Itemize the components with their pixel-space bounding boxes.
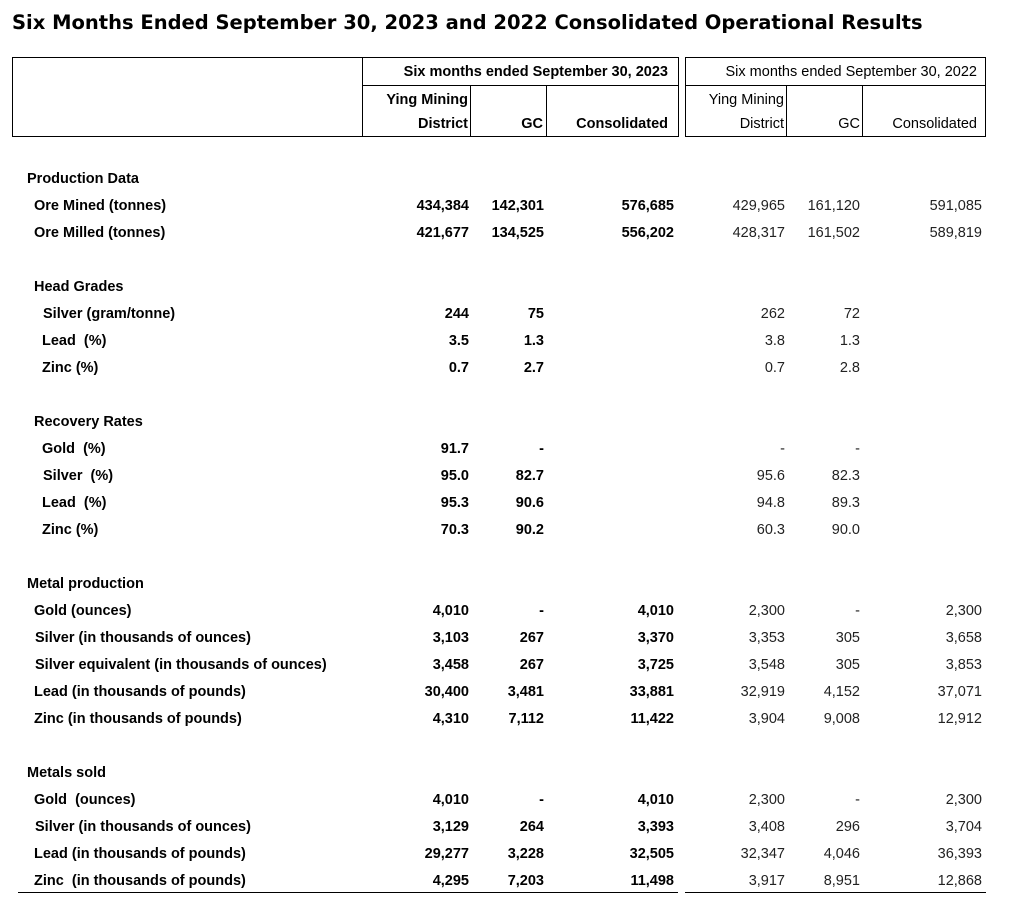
cell-2022-consolidated: 2,300 (945, 603, 982, 619)
row-label: Ore Milled (tonnes) (34, 225, 166, 241)
section-heading: Head Grades (34, 279, 124, 295)
cell-2023-ying-mining-district: 3,458 (432, 657, 469, 673)
row-label: Zinc (in thousands of pounds) (34, 873, 246, 889)
row-label: Lead (%) (42, 495, 107, 511)
cell-2023-ying-mining-district: 30,400 (424, 684, 469, 700)
row-label: Gold (ounces) (34, 792, 136, 808)
cell-2023-consolidated: 576,685 (621, 198, 674, 214)
cell-2022-ying-mining-district: 3,548 (748, 657, 785, 673)
cell-2022-gc: 4,152 (823, 684, 860, 700)
cell-2023-consolidated: 11,498 (630, 873, 674, 889)
row-label: Gold (%) (42, 441, 106, 457)
cell-2022-ying-mining-district: 3,917 (748, 873, 785, 889)
cell-2023-gc: 2.7 (523, 360, 544, 376)
row-label: Gold (ounces) (34, 603, 132, 619)
cell-2022-ying-mining-district: 3,408 (748, 819, 785, 835)
cell-2022-ying-mining-district: 3.8 (764, 333, 785, 349)
cell-2023-ying-mining-district: 3.5 (448, 333, 469, 349)
cell-2023-consolidated: 33,881 (629, 684, 674, 700)
cell-2022-consolidated: 2,300 (945, 792, 982, 808)
row-label: Silver (in thousands of ounces) (35, 630, 251, 646)
section-heading: Recovery Rates (34, 414, 143, 430)
cell-2023-gc: - (539, 441, 544, 457)
cell-2022-gc: 161,502 (807, 225, 860, 241)
cell-2022-gc: 161,120 (807, 198, 860, 214)
cell-2023-ying-mining-district: 244 (444, 306, 469, 322)
cell-2022-ying-mining-district: 3,353 (748, 630, 785, 646)
cell-2023-ying-mining-district: 29,277 (424, 846, 469, 862)
cell-2022-gc: 305 (835, 630, 860, 646)
cell-2022-gc: 1.3 (839, 333, 860, 349)
cell-2022-ying-mining-district: 0.7 (764, 360, 785, 376)
header-2022-consolidated: Consolidated (892, 116, 977, 132)
cell-2023-ying-mining-district: 95.3 (440, 495, 469, 511)
row-label: Silver (%) (43, 468, 114, 484)
cell-2022-gc: 2.8 (839, 360, 860, 376)
cell-2022-consolidated: 36,393 (937, 846, 982, 862)
section-heading: Metals sold (27, 765, 106, 781)
section-heading: Metal production (27, 576, 144, 592)
row-label: Lead (%) (42, 333, 107, 349)
cell-2022-ying-mining-district: - (780, 441, 785, 457)
cell-2023-ying-mining-district: 0.7 (448, 360, 469, 376)
cell-2022-ying-mining-district: 94.8 (756, 495, 785, 511)
cell-2023-ying-mining-district: 434,384 (416, 198, 469, 214)
cell-2023-ying-mining-district: 4,010 (432, 603, 469, 619)
cell-2023-consolidated: 3,393 (637, 819, 674, 835)
cell-2022-consolidated: 589,819 (929, 225, 982, 241)
cell-2022-gc: 90.0 (831, 522, 860, 538)
cell-2023-ying-mining-district: 95.0 (440, 468, 469, 484)
cell-2022-ying-mining-district: 32,919 (740, 684, 785, 700)
cell-2022-consolidated: 591,085 (929, 198, 982, 214)
cell-2023-gc: 267 (519, 657, 544, 673)
header-2023-consolidated: Consolidated (576, 116, 668, 132)
cell-2023-gc: 7,203 (507, 873, 544, 889)
row-label: Ore Mined (tonnes) (34, 198, 167, 214)
header-2022-gc: GC (838, 116, 860, 132)
cell-2022-consolidated: 12,912 (937, 711, 982, 727)
cell-2022-consolidated: 37,071 (937, 684, 982, 700)
bottom-rule-2023 (18, 892, 678, 893)
cell-2023-ying-mining-district: 4,010 (432, 792, 469, 808)
cell-2023-gc: - (539, 603, 544, 619)
cell-2022-ying-mining-district: 2,300 (748, 603, 785, 619)
cell-2022-gc: 82.3 (831, 468, 860, 484)
row-label: Lead (in thousands of pounds) (34, 684, 246, 700)
page-title: Six Months Ended September 30, 2023 and 2022 Consolidated Operational Results (12, 11, 923, 34)
row-label: Silver (in thousands of ounces) (35, 819, 251, 835)
cell-2023-consolidated: 11,422 (630, 711, 674, 727)
cell-2023-consolidated: 3,725 (637, 657, 674, 673)
cell-2022-consolidated: 3,658 (945, 630, 982, 646)
cell-2023-consolidated: 556,202 (621, 225, 674, 241)
header-2022-ymd-line2: District (739, 116, 784, 132)
cell-2023-ying-mining-district: 3,129 (432, 819, 469, 835)
cell-2022-gc: 296 (835, 819, 860, 835)
row-label: Zinc (%) (42, 522, 99, 538)
cell-2023-gc: - (539, 792, 544, 808)
cell-2023-gc: 75 (527, 306, 544, 322)
cell-2022-ying-mining-district: 3,904 (748, 711, 785, 727)
cell-2022-gc: 72 (843, 306, 860, 322)
cell-2023-ying-mining-district: 421,677 (416, 225, 469, 241)
cell-2023-gc: 3,481 (507, 684, 544, 700)
cell-2023-ying-mining-district: 3,103 (432, 630, 469, 646)
header-2023-gc: GC (521, 116, 543, 132)
section-heading: Production Data (27, 171, 139, 187)
cell-2022-gc: 305 (835, 657, 860, 673)
cell-2022-gc: 4,046 (823, 846, 860, 862)
row-label: Silver equivalent (in thousands of ounces) (35, 657, 327, 673)
cell-2023-consolidated: 3,370 (637, 630, 674, 646)
header-period-2022: Six months ended September 30, 2022 (725, 64, 977, 80)
header-divider-2022 (685, 85, 986, 86)
cell-2022-ying-mining-district: 2,300 (748, 792, 785, 808)
cell-2023-gc: 90.6 (515, 495, 544, 511)
cell-2023-gc: 82.7 (515, 468, 544, 484)
cell-2022-gc: 8,951 (823, 873, 860, 889)
cell-2023-gc: 267 (519, 630, 544, 646)
cell-2022-consolidated: 3,853 (945, 657, 982, 673)
cell-2023-gc: 142,301 (491, 198, 544, 214)
row-label: Zinc (%) (42, 360, 99, 376)
cell-2022-consolidated: 3,704 (945, 819, 982, 835)
cell-2023-gc: 90.2 (515, 522, 544, 538)
row-label: Zinc (in thousands of pounds) (34, 711, 242, 727)
cell-2022-gc: - (855, 441, 860, 457)
cell-2023-gc: 264 (519, 819, 544, 835)
cell-2023-gc: 1.3 (523, 333, 544, 349)
cell-2022-ying-mining-district: 428,317 (732, 225, 785, 241)
bottom-rule-2022 (685, 892, 986, 893)
cell-2022-gc: - (855, 792, 860, 808)
cell-2023-gc: 3,228 (507, 846, 544, 862)
cell-2022-gc: 9,008 (823, 711, 860, 727)
cell-2022-gc: - (855, 603, 860, 619)
cell-2023-consolidated: 4,010 (637, 792, 674, 808)
header-2023-ymd-line1: Ying Mining (386, 92, 468, 108)
cell-2023-consolidated: 4,010 (637, 603, 674, 619)
cell-2023-gc: 134,525 (491, 225, 544, 241)
cell-2022-ying-mining-district: 60.3 (756, 522, 785, 538)
cell-2022-ying-mining-district: 429,965 (732, 198, 785, 214)
cell-2023-consolidated: 32,505 (629, 846, 674, 862)
cell-2023-ying-mining-district: 70.3 (440, 522, 469, 538)
header-2023-ymd-line2: District (418, 116, 468, 132)
cell-2022-ying-mining-district: 262 (760, 306, 785, 322)
cell-2023-gc: 7,112 (508, 711, 544, 727)
row-label: Lead (in thousands of pounds) (34, 846, 246, 862)
header-period-2023: Six months ended September 30, 2023 (403, 64, 668, 80)
cell-2022-ying-mining-district: 95.6 (756, 468, 785, 484)
cell-2022-ying-mining-district: 32,347 (740, 846, 785, 862)
cell-2023-ying-mining-district: 4,310 (432, 711, 469, 727)
cell-2022-consolidated: 12,868 (937, 873, 982, 889)
header-2022-ymd-line1: Ying Mining (708, 92, 784, 108)
cell-2023-ying-mining-district: 91.7 (440, 441, 469, 457)
row-label: Silver (gram/tonne) (43, 306, 176, 322)
cell-2022-gc: 89.3 (831, 495, 860, 511)
header-divider-2023 (362, 85, 679, 86)
cell-2023-ying-mining-district: 4,295 (432, 873, 469, 889)
